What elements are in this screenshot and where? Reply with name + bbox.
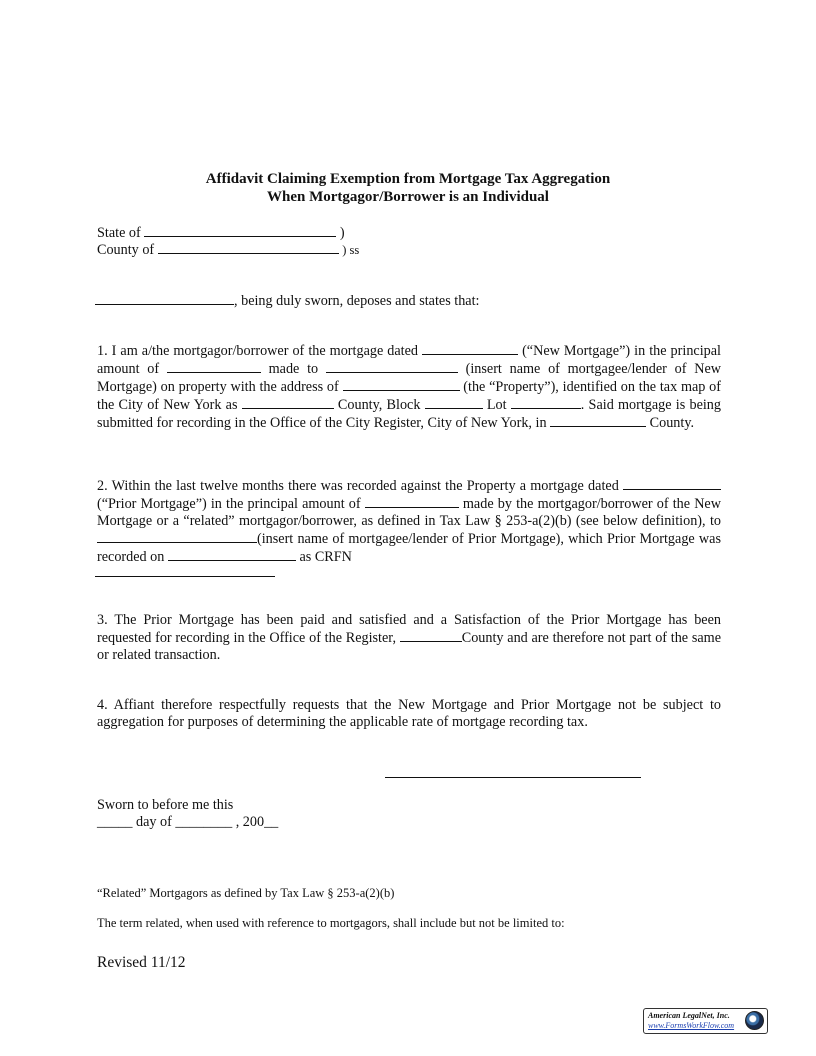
county-of-label: County of [97,242,155,258]
state-of-paren: ) [339,225,345,241]
p2-text-4: (insert name of mortgagee/lender of Prior Mortgage), which Prior Mortgage was recorded on [97,531,721,565]
county-of-field[interactable] [158,241,339,254]
p2-text-5: as CRFN [295,549,352,565]
affiant-row [95,292,479,310]
revised-date: Revised 11/12 [97,954,186,971]
crfn-field[interactable] [95,576,275,577]
recording-county-field[interactable] [550,414,646,427]
prior-mortgage-date-field[interactable] [623,477,721,490]
sworn-line-1: Sworn to before me this [97,797,234,813]
forms-workflow-badge[interactable] [643,1008,768,1034]
affiant-name-field[interactable] [95,292,234,305]
county-of-row [97,241,359,259]
county-of-ss: ) ss [342,243,360,257]
p1-text-8: . Said mortgage is being submitted for recording in the Office of the City Register, City of New York, in [97,397,721,431]
p2-text-3: made by the mortgagor/borrower of the New Mortgage or a “related” mortgagor/borrower, as defined in Tax Law § 253-a(2)(b) (see below definition), to [97,496,721,529]
document-title-line1: Affidavit Claiming Exemption from Mortgage Tax Aggregation [205,171,611,187]
p1-text-6: County, Block [333,397,425,413]
new-mortgage-date-field[interactable] [422,342,518,355]
new-mortgagee-name-field[interactable] [326,360,458,373]
lot-field[interactable] [511,396,581,409]
satisfaction-county-field[interactable] [400,629,462,642]
prior-mortgagee-name-field[interactable] [97,530,257,543]
related-heading: “Related” Mortgagors as defined by Tax Law § 253-a(2)(b) [97,886,395,900]
property-address-field[interactable] [343,378,460,391]
p1-text-5: (the “Property”), identified on the tax map of the City of New York as [97,379,721,413]
p1-text-1: 1. I am a/the mortgagor/borrower of the mortgage dated [97,343,419,359]
related-text: The term related, when used with reference to mortgagors, shall include but not be limited to: [97,916,565,930]
globe-icon [745,1011,764,1030]
affiant-statement: , being duly sworn, deposes and states that: [234,293,480,309]
state-of-label: State of [97,225,141,241]
badge-url-link[interactable]: www.FormsWorkFlow.com [648,1021,735,1030]
p1-text-3: made to [260,361,326,377]
p1-text-9: County. [646,415,695,431]
signature-line[interactable] [385,777,641,778]
new-mortgage-amount-field[interactable] [167,360,261,373]
p1-text-2: (“New Mortgage”) in the principal amount of [97,343,721,377]
p2-text-1: 2. Within the last twelve months there was recorded against the Property a mortgage dated [97,478,623,494]
badge-company: American LegalNet, Inc. [648,1011,730,1020]
p1-text-7: Lot [482,397,511,413]
property-county-field[interactable] [242,396,334,409]
document-title-line2: When Mortgagor/Borrower is an Individual [267,189,549,205]
state-of-row [97,224,345,242]
paragraph-3 [97,612,721,664]
state-of-field[interactable] [144,224,336,237]
paragraph-2 [97,477,721,566]
p1-text-4: (insert name of mortgagee/lender of New Mortgage) on property with the address of [97,361,721,395]
block-field[interactable] [425,396,483,409]
paragraph-1 [97,342,721,432]
p2-text-2: (“Prior Mortgage”) in the principal amount of [97,496,365,512]
p3-text-1: 3. The Prior Mortgage has been paid and satisfied and a Satisfaction of the Prior Mortgage has been requested for recording in the Office of the Register, [97,612,721,646]
prior-recording-date-field[interactable] [168,548,296,561]
paragraph-4: 4. Affiant therefore respectfully requests that the New Mortgage and Prior Mortgage not be subject to aggregation for purposes of determining the applicable rate of mortgage recording tax. [97,697,721,730]
p3-text-2: County and are therefore not part of the same or related transaction. [97,630,722,663]
sworn-line-2: _____ day of ________ , 200__ [97,814,279,830]
prior-mortgage-amount-field[interactable] [365,495,459,508]
